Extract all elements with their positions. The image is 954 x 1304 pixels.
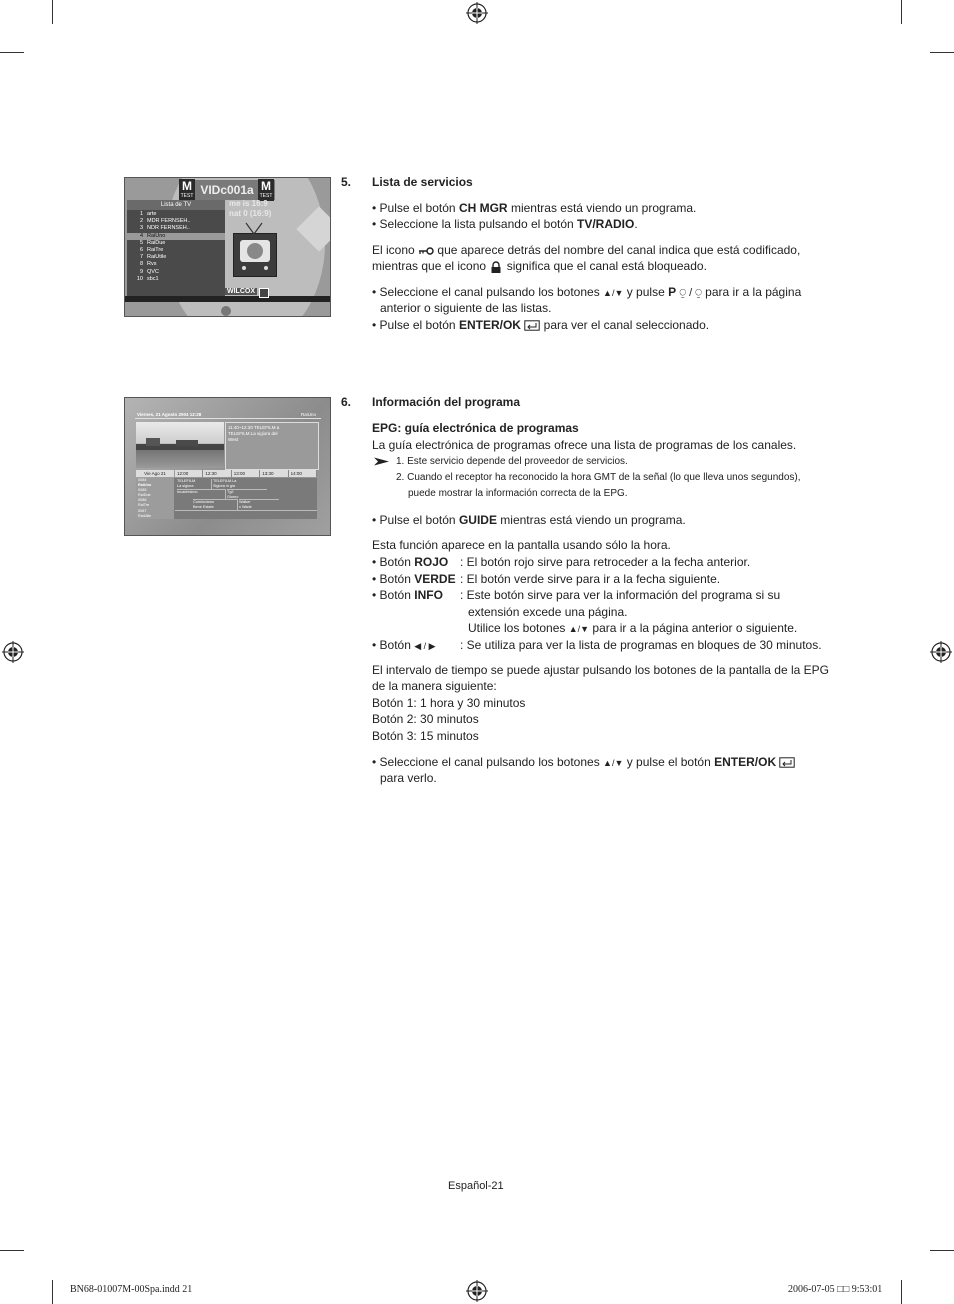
channel-number: 8	[139, 261, 143, 268]
epg-channel-label[interactable]: 0086	[138, 498, 147, 503]
epg-time-slot: 14:00	[289, 470, 317, 477]
section5-bullet3-cont: anterior o siguiente de las listas.	[380, 301, 552, 315]
up-down-arrows-icon: ▲/▼	[603, 758, 624, 768]
enter-ok-icon	[779, 757, 795, 768]
crop-mark-bottom-left-h	[0, 1250, 24, 1251]
channel-name: QVC	[147, 268, 159, 275]
channel-name: RaiDue	[147, 239, 166, 246]
brand-bar	[125, 296, 330, 302]
channel-number: 1	[139, 211, 143, 217]
channel-number: 6	[139, 247, 143, 254]
section6-subtitle: EPG: guía electrónica de programas	[372, 421, 579, 435]
epg-info-box	[225, 422, 319, 470]
section6-btn2: Botón 2: 30 minutos	[372, 712, 479, 726]
epg-channel-label[interactable]: RaiDue	[138, 493, 151, 498]
registration-mark-right-icon	[930, 641, 952, 663]
section6-interval2: de la manera siguiente:	[372, 679, 497, 693]
up-down-arrows-icon: ▲/▼	[568, 624, 590, 634]
section5-bullet1: • Pulse el botón CH MGR mientras está viendo un programa.	[372, 201, 697, 215]
channel-number: 10	[136, 275, 143, 282]
epg-prog-row1a: TELEFILM. La sigiora	[177, 479, 212, 489]
section6-interval1: El intervalo de tiempo se puede ajustar pulsando los botones de la pantalla de la EPG	[372, 663, 829, 677]
brand-logo: WILCOX	[227, 288, 255, 295]
epg-time-slot: 12:30	[203, 470, 231, 477]
m-test-logo-left: M TEST	[180, 179, 194, 199]
epg-picture	[136, 422, 224, 468]
bg-text-2: nat 0 (16:9)	[229, 209, 272, 218]
tv-list-panel	[127, 200, 225, 296]
epg-prog-row3a: Cominciamo Bene Estate	[193, 499, 238, 510]
section5-bullet4: • Pulse el botón ENTER/OK para ver el canal seleccionado.	[372, 318, 710, 332]
footer-timestamp: 2006-07-05 □□ 9:53:01	[788, 1284, 883, 1295]
channel-list-item[interactable]	[127, 233, 225, 240]
epg-prog-row2b: Tg2 Giorno	[227, 489, 267, 499]
channel-list-item[interactable]	[127, 218, 225, 225]
channel-name: NDR FERNSEH..	[147, 225, 190, 232]
button-verde-row: • Botón VERDE : El botón verde sirve para ir a la fecha siguiente.	[372, 571, 721, 586]
channel-number: 7	[139, 254, 143, 261]
section5-bullet2: • Seleccione la lista pulsando el botón TV/RADIO.	[372, 217, 638, 231]
tv-list-title: Lista de TV	[127, 200, 225, 210]
screen-bottom-knob	[221, 306, 231, 316]
button-info-row3: Utilice los botones ▲/▼ para ir a la página anterior o siguiente.	[468, 621, 798, 635]
epg-header-date: Viernes, 21 Agosto 2004 12:28	[137, 412, 202, 417]
key-icon	[418, 247, 434, 255]
section6-btn3: Botón 3: 15 minutos	[372, 729, 479, 743]
enter-ok-icon	[524, 320, 540, 331]
epg-channel-column	[136, 478, 174, 519]
section6-btn1: Botón 1: 1 hora y 30 minutos	[372, 696, 526, 710]
button-left-right-row: • Botón ◀ / ▶ : Se utiliza para ver la lista de programas en bloques de 30 minutos.	[372, 637, 822, 652]
epg-grid-date: Vie Ago 21	[136, 470, 174, 477]
button-rojo-row: • Botón ROJO : El botón rojo sirve para retroceder a la fecha anterior.	[372, 555, 751, 569]
crop-mark-top-left-h	[0, 52, 24, 53]
epg-prog-row3b: Walker x Wade	[239, 499, 279, 510]
left-right-arrows-icon: ◀ / ▶	[414, 640, 436, 651]
p-up-down-icon: ⍜ / ⍜	[679, 286, 702, 299]
channel-number: 9	[139, 268, 143, 275]
section6-title: Información del programa	[372, 395, 521, 409]
button-info-row2: extensión excede una página.	[468, 604, 628, 619]
epg-channel-label[interactable]: RaiTre	[138, 503, 150, 508]
epg-channel-label[interactable]: RaiUtile	[138, 513, 152, 518]
crop-mark-bottom-right-h	[930, 1250, 954, 1251]
channel-list-item[interactable]	[127, 247, 225, 254]
crop-mark-top-right-h	[930, 52, 954, 53]
page-number: Español-21	[448, 1180, 504, 1192]
channel-name: arte	[147, 211, 157, 217]
epg-time-slot: 13:30	[260, 470, 288, 477]
bg-text-1: me is 16:9	[229, 199, 268, 208]
registration-mark-top-icon	[466, 2, 488, 24]
epg-info-time: 11:40~12:30	[228, 425, 253, 430]
channel-number: 3	[139, 225, 143, 232]
section5-title: Lista de servicios	[372, 175, 473, 189]
channel-list-item[interactable]	[127, 211, 225, 218]
epg-divider	[135, 418, 321, 419]
channel-list-item[interactable]	[127, 276, 225, 283]
epg-channel-label[interactable]: RaiUno	[138, 483, 152, 488]
up-down-arrows-icon: ▲/▼	[603, 287, 624, 298]
section6-note2: 2. Cuando el receptor ha reconocido la hora GMT de la señal (lo que lleva unos segundos),	[396, 472, 801, 483]
channel-list-item[interactable]	[127, 261, 225, 268]
osd-title-bar: VIDc001a	[179, 180, 275, 200]
channel-list-item[interactable]	[127, 225, 225, 232]
channel-name: RaiTre	[147, 247, 164, 254]
section5-icon-line2: mientras que el icono significa que el canal está bloqueado.	[372, 259, 707, 273]
brand-circle-icon	[259, 288, 269, 298]
section6-note2-cont: puede mostrar la información correcta de la EPG.	[408, 488, 628, 499]
section5-bullet3: • Seleccione el canal pulsando los botones ▲/▼ y pulse P ⍜ / ⍜ para ir a la página	[372, 284, 801, 301]
epg-header-channel: RaiUno	[301, 412, 317, 417]
channel-name: RaiUtile	[147, 254, 167, 261]
section6-note1: 1. Este servicio depende del proveedor de servicios.	[396, 456, 628, 467]
epg-prog-row2a: Incantesimo	[177, 489, 226, 499]
epg-channel-label[interactable]: 0085	[138, 488, 147, 493]
epg-info-line3: West	[228, 437, 239, 442]
section5-number: 5.	[341, 175, 352, 189]
section6-hour-line: Esta función aparece en la pantalla usando sólo la hora.	[372, 538, 671, 552]
tv-antenna-icon	[241, 222, 267, 234]
crop-mark-top-right-v	[901, 0, 902, 24]
note-arrow-icon	[373, 457, 390, 466]
section6-select-bullet: • Seleccione el canal pulsando los botones ▲/▼ y pulse el botón ENTER/OK	[372, 754, 795, 772]
section6-intro: La guía electrónica de programas ofrece una lista de programas de los canales.	[372, 438, 797, 452]
channel-name: MDR FERNSEH..	[147, 218, 191, 225]
epg-time-slot: 12:00	[175, 470, 203, 477]
channel-list-item[interactable]	[127, 269, 225, 276]
tv-preview	[233, 233, 277, 277]
crop-mark-bottom-left-v	[52, 1280, 53, 1304]
epg-time-header	[175, 470, 317, 477]
registration-mark-bottom-icon	[466, 1280, 488, 1302]
section6-guide-bullet: • Pulse el botón GUIDE mientras está viendo un programa.	[372, 513, 686, 527]
epg-info-line2: TELEFILM.La sigiora del	[228, 431, 278, 436]
epg-channel-label[interactable]: 0084	[138, 478, 147, 482]
crop-mark-bottom-right-v	[901, 1280, 902, 1304]
footer-file-name: BN68-01007M-00Spa.indd 21	[70, 1284, 193, 1295]
section6-number: 6.	[341, 395, 352, 409]
channel-number: 5	[139, 239, 143, 246]
service-list-screenshot	[124, 177, 331, 317]
channel-list-item[interactable]	[127, 240, 225, 247]
section6-buttons	[372, 554, 842, 653]
epg-prog-row1b: TELEFILM.La Sigiora in gia	[213, 479, 237, 488]
registration-mark-left-icon	[2, 641, 24, 663]
button-info-row: • Botón INFO : Este botón sirve para ver la información del programa si su	[372, 588, 781, 602]
channel-list-item[interactable]	[127, 254, 225, 261]
epg-screenshot	[124, 397, 331, 536]
m-test-logo-right: M TEST	[259, 179, 273, 199]
section5-icon-line1: El icono que aparece detrás del nombre del canal indica que está codificado,	[372, 243, 801, 257]
crop-mark-top-left-v	[52, 0, 53, 24]
channel-list	[127, 210, 225, 283]
channel-name: Rvs	[147, 261, 157, 268]
lock-icon	[489, 261, 503, 273]
channel-number: 2	[139, 218, 143, 225]
epg-grid-body	[136, 478, 317, 519]
epg-time-slot: 13:00	[232, 470, 260, 477]
epg-info-title: TELEFILM.a	[254, 425, 280, 430]
channel-name: sbc1	[147, 275, 159, 282]
epg-channel-label[interactable]: 0087	[138, 508, 147, 513]
section6-select-cont: para verlo.	[380, 771, 437, 785]
channel-name: RaiUno	[147, 232, 166, 239]
channel-number: 4	[139, 232, 143, 239]
